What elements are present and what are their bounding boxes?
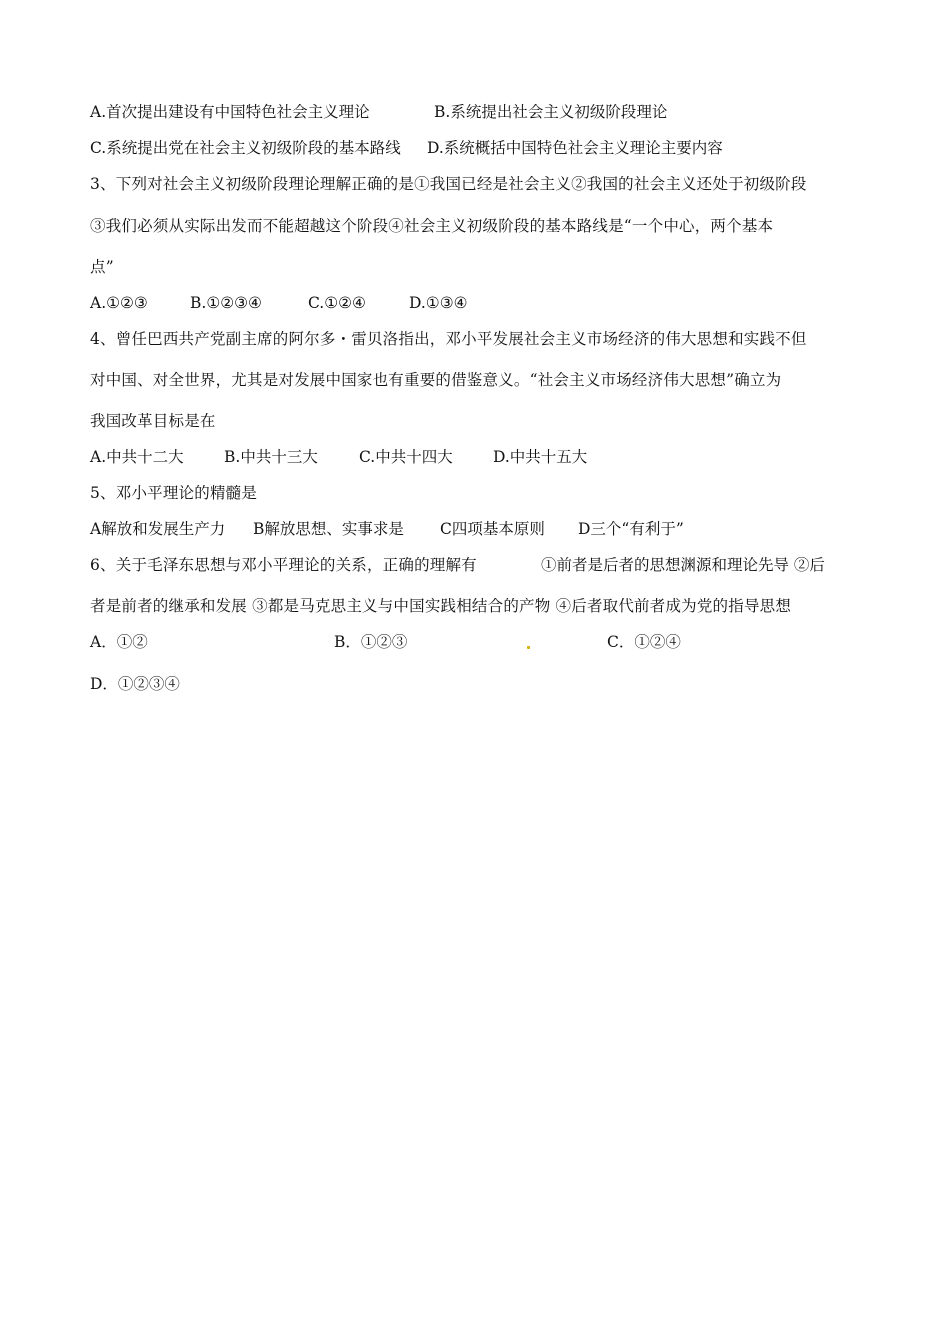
q6-option-a: A．①②: [90, 633, 148, 651]
q2-option-d: D.系统概括中国特色社会主义理论主要内容: [427, 139, 723, 157]
q3-stem-line-1: 3、下列对社会主义初级阶段理论理解正确的是①我国已经是社会主义②我国的社会主义还处于初级阶段: [90, 175, 807, 193]
q4-option-d: D.中共十五大: [493, 448, 588, 466]
q3-stem-line-3: 点”: [90, 258, 114, 276]
q5-option-d: D三个“有利于”: [578, 520, 684, 538]
q3-option-c: C.①②④: [308, 294, 366, 312]
q2-option-b: B.系统提出社会主义初级阶段理论: [434, 103, 668, 121]
q6-option-b: B．①②③: [334, 633, 408, 651]
q4-stem-line-3: 我国改革目标是在: [90, 412, 216, 430]
q6-stem-line-1: 6、关于毛泽东思想与邓小平理论的关系，正确的理解有: [90, 556, 477, 574]
q4-stem-line-1: 4、曾任巴西共产党副主席的阿尔多・雷贝洛指出，邓小平发展社会主义市场经济的伟大思想和实践不但: [90, 330, 807, 348]
q5-option-c: C四项基本原则: [440, 520, 545, 538]
q4-option-b: B.中共十三大: [224, 448, 318, 466]
q2-option-c: C.系统提出党在社会主义初级阶段的基本路线: [90, 139, 401, 157]
q6-stem-line-1-continued: ①前者是后者的思想渊源和理论先导 ②后: [541, 556, 825, 574]
q4-option-c: C.中共十四大: [359, 448, 453, 466]
q5-stem-line-1: 5、邓小平理论的精髓是: [90, 484, 258, 502]
q4-option-a: A.中共十二大: [90, 448, 184, 466]
q3-option-b: B.①②③④: [190, 294, 262, 312]
q4-stem-line-2: 对中国、对全世界，尤其是对发展中国家也有重要的借鉴意义。“社会主义市场经济伟大思想”确立为: [90, 371, 782, 389]
stray-mark: [527, 646, 530, 649]
q5-option-a: A解放和发展生产力: [90, 520, 226, 538]
q3-stem-line-2: ③我们必须从实际出发而不能超越这个阶段④社会主义初级阶段的基本路线是“一个中心，两个基本: [90, 217, 774, 235]
q2-option-a: A.首次提出建设有中国特色社会主义理论: [90, 103, 370, 121]
q5-option-b: B解放思想、实事求是: [253, 520, 404, 538]
q6-option-c: C．①②④: [607, 633, 681, 651]
q6-option-d: D．①②③④: [90, 675, 180, 693]
q3-option-a: A.①②③: [90, 294, 148, 312]
q6-stem-line-2: 者是前者的继承和发展 ③都是马克思主义与中国实践相结合的产物 ④后者取代前者成为党的指导思想: [90, 597, 792, 615]
q3-option-d: D.①③④: [409, 294, 468, 312]
